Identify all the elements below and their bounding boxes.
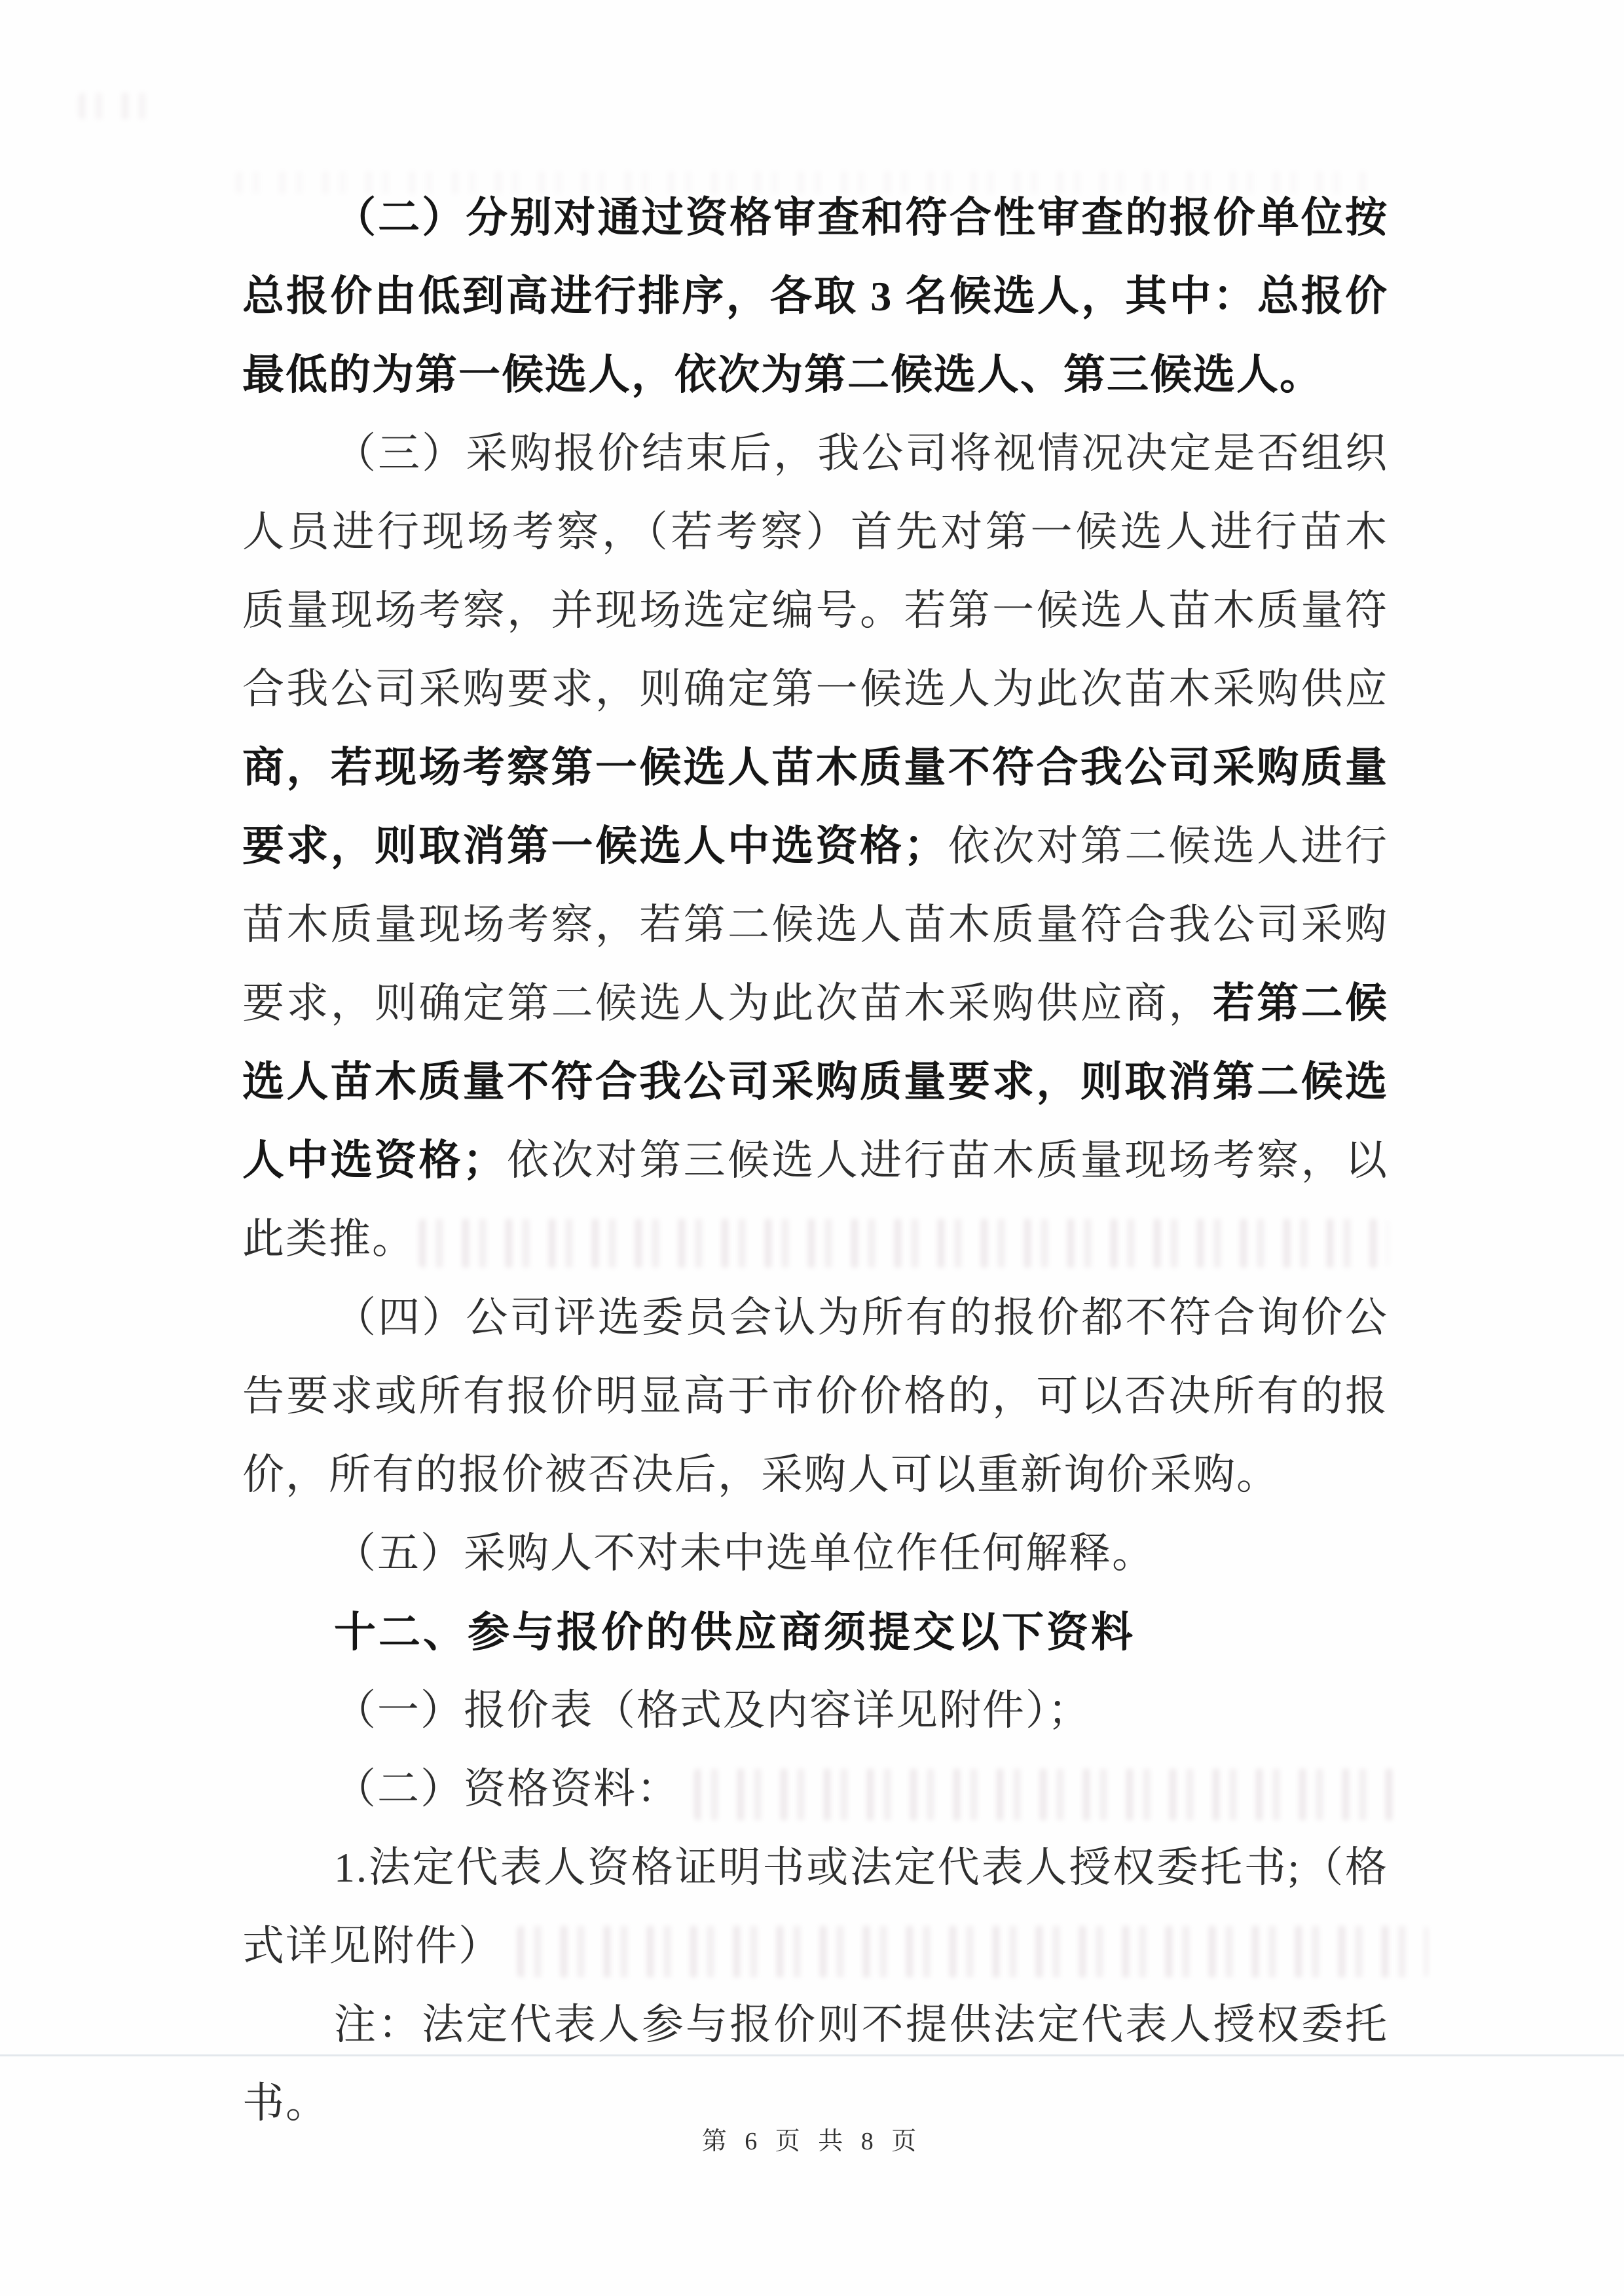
bleed-through-artifact <box>236 172 1375 194</box>
text-line <box>242 572 1388 650</box>
text-segment: 此类推。 <box>242 1216 415 1262</box>
text-segment: 要求，则确定第二候选人为此次苗木采购供应商， <box>242 980 1213 1027</box>
text-line <box>242 650 1388 729</box>
scan-artifact-line <box>0 2054 1624 2056</box>
page-number: 第 6 页 共 8 页 <box>701 2128 923 2155</box>
text-segment: 最低的为第一候选人，依次为第二候选人、第三候选人。 <box>242 352 1323 398</box>
bleed-through-artifact <box>79 93 157 119</box>
text-segment: 总报价由低到高进行排序，各取 3 名候选人，其中：总报价 <box>242 273 1388 319</box>
text-segment: （二）分别对通过资格审查和符合性审查的报价单位按 <box>334 194 1388 241</box>
text-segment: 书。 <box>242 2080 329 2126</box>
text-segment: 选人苗木质量不符合我公司采购质量要求，则取消第二候选 <box>242 1059 1388 1105</box>
bleed-through-artifact <box>694 1769 1401 1820</box>
text-line <box>242 1436 1388 1514</box>
text-line <box>242 1121 1388 1200</box>
text-segment: 合我公司采购要求，则确定第一候选人为此次苗木采购供应 <box>242 666 1388 712</box>
text-line <box>242 1279 1388 1357</box>
text-line <box>242 1986 1388 2064</box>
text-line <box>242 1514 1388 1593</box>
text-line <box>242 964 1388 1043</box>
text-line <box>242 1671 1388 1750</box>
document-body <box>242 179 1388 2143</box>
text-segment: （四）公司评选委员会认为所有的报价都不符合询价公 <box>334 1294 1388 1341</box>
text-line <box>242 493 1388 572</box>
text-segment: 式详见附件） <box>242 1923 502 1969</box>
text-segment: 人员进行现场考察，（若考察）首先对第一候选人进行苗木 <box>242 509 1388 555</box>
text-line <box>242 886 1388 964</box>
text-segment: 人中选资格； <box>242 1137 506 1184</box>
text-segment: 质量现场考察，并现场选定编号。若第一候选人苗木质量符 <box>242 587 1388 634</box>
text-segment: 依次对第三候选人进行苗木质量现场考察，以 <box>506 1137 1389 1184</box>
text-segment: 苗木质量现场考察，若第二候选人苗木质量符合我公司采购 <box>242 902 1388 948</box>
text-line <box>242 807 1388 886</box>
text-line <box>242 257 1388 336</box>
text-line <box>242 336 1388 414</box>
text-segment: （一）报价表（格式及内容详见附件）； <box>334 1687 1091 1734</box>
bleed-through-artifact <box>517 1926 1428 1977</box>
text-line <box>242 1357 1388 1436</box>
text-line <box>242 414 1388 493</box>
text-segment: （三）采购报价结束后，我公司将视情况决定是否组织 <box>334 430 1388 477</box>
text-segment: 若第二候 <box>1212 980 1389 1027</box>
section-heading-line <box>242 1593 1388 1671</box>
text-segment: 依次对第二候选人进行 <box>947 823 1389 869</box>
text-segment: （五）采购人不对未中选单位作任何解释。 <box>334 1530 1155 1576</box>
text-segment: 注：法定代表人参与报价则不提供法定代表人授权委托 <box>334 2001 1388 2048</box>
text-line <box>242 1043 1388 1121</box>
text-line <box>242 729 1388 807</box>
text-line <box>242 1829 1388 1907</box>
text-segment: 告要求或所有报价明显高于市价价格的，可以否决所有的报 <box>242 1373 1388 1419</box>
text-segment: 价，所有的报价被否决后，采购人可以重新询价采购。 <box>242 1451 1280 1498</box>
text-segment: 十二、参与报价的供应商须提交以下资料 <box>334 1609 1135 1656</box>
text-segment: 商，若现场考察第一候选人苗木质量不符合我公司采购质量 <box>242 744 1388 791</box>
text-segment: 1.法定代表人资格证明书或法定代表人授权委托书;（格 <box>334 1844 1388 1891</box>
text-segment: 要求，则取消第一候选人中选资格； <box>242 823 948 869</box>
text-segment: （二）资格资料： <box>334 1766 680 1812</box>
bleed-through-artifact <box>419 1219 1388 1267</box>
